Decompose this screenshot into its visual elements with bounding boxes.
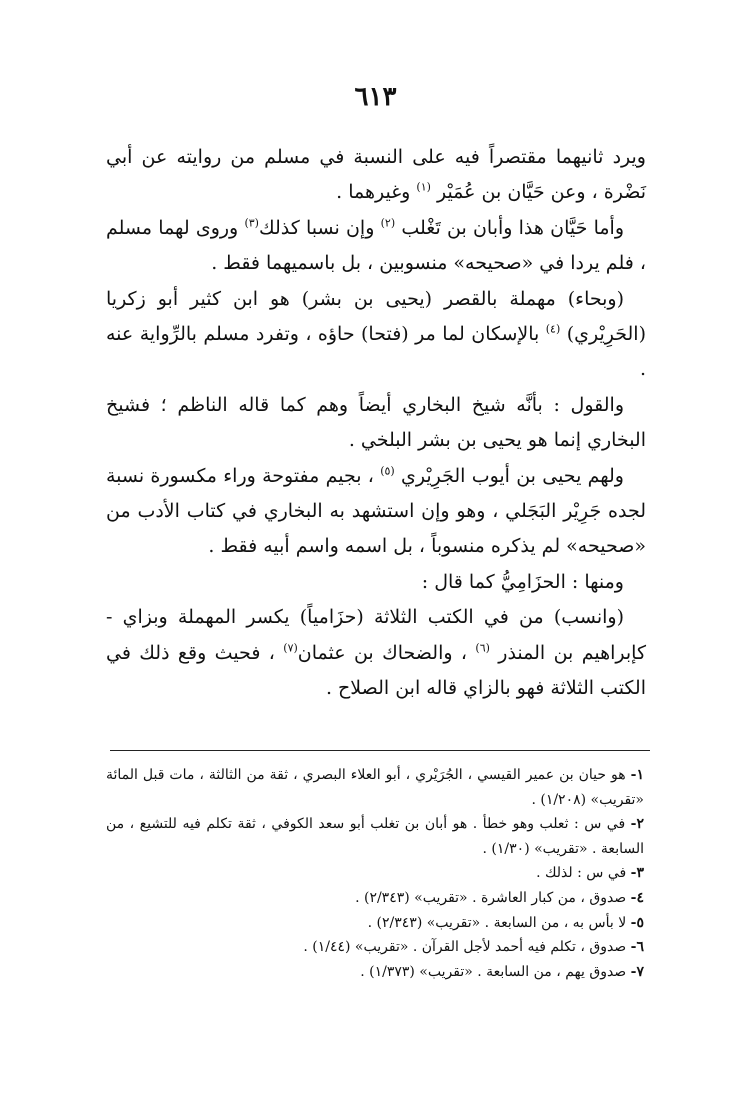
paragraph-2 xyxy=(106,211,646,282)
footnote-2 xyxy=(106,812,648,861)
footnote-4 xyxy=(106,886,648,911)
footnote-ref: (١) xyxy=(416,181,431,195)
footnote-number: ٦- xyxy=(630,939,644,956)
paragraph-text: ولهم يحيى بن أيوب الجَرِيْري xyxy=(400,464,624,487)
footnote-text: صدوق يهم ، من السابعة . «تقريب» (١/٣٧٣) . xyxy=(360,963,627,980)
footnote-ref: (٧) xyxy=(283,641,298,655)
footnote-number: ٢- xyxy=(630,816,644,833)
paragraph-text: وغيرهما . xyxy=(336,181,417,204)
paragraph-text: ، فحيث وقع ذلك في الكتب الثلاثة فهو بالزاي قاله ابن الصلاح . xyxy=(106,641,646,700)
footnote-number: ٤- xyxy=(630,889,644,906)
footnote-7 xyxy=(106,960,648,985)
paragraph-text: ، والضحاك بن عثمان xyxy=(297,641,476,664)
paragraph-text: والقول : بأنَّه شيخ البخاري أيضاً وهم كما قاله الناظم ؛ فشيخ البخاري إنما هو يحيى بن بشر البلخي . xyxy=(106,393,646,452)
footnote-ref: (٥) xyxy=(380,464,395,478)
paragraph-4 xyxy=(106,388,646,459)
footnote-1 xyxy=(106,763,648,812)
paragraph-text: ، بجيم مفتوحة وراء مكسورة نسبة لجده جَرِيْر البَجَلي ، وهو وإن استشهد به البخاري في كتاب الأدب من «صحيحه» لم يذكره منسوباً ، بل اسمه واسم أبيه فقط . xyxy=(106,464,646,558)
paragraph-text: بالإسكان لما مر (فتحا) حاؤه ، وتفرد مسلم بالرِّواية عنه . xyxy=(106,323,646,381)
paragraph-text: ويرد ثانيهما مقتصراً فيه على النسبة في مسلم من روايته عن أبي نَضْرة ، وعن حَيَّان بن عُمَيْر xyxy=(106,146,646,204)
footnote-text: في س : ثعلب وهو خطأ . هو أبان بن تغلب أبو سعد الكوفي ، ثقة تكلم فيه للتشيع ، من السابعة . «تقريب» (١/٣٠) . xyxy=(106,816,644,857)
footnote-divider xyxy=(110,750,650,751)
footnote-5 xyxy=(106,911,648,936)
footnote-text: صدوق ، تكلم فيه أحمد لأجل القرآن . «تقريب» (١/٤٤) . xyxy=(303,939,627,956)
footnotes xyxy=(106,763,648,984)
paragraph-text: ومنها : الحزَامِيُّ كما قال : xyxy=(421,570,624,593)
footnote-text: صدوق ، من كبار العاشرة . «تقريب» (٢/٣٤٣) . xyxy=(355,889,627,906)
footnote-number: ٣- xyxy=(630,865,644,882)
footnote-3 xyxy=(106,861,648,886)
main-text xyxy=(106,140,646,707)
page-number: ٦١٣ xyxy=(354,82,397,112)
paragraph-7 xyxy=(106,600,646,706)
paragraph-5 xyxy=(106,459,646,565)
paragraph-3 xyxy=(106,282,646,388)
paragraph-6 xyxy=(106,565,646,600)
footnote-number: ١- xyxy=(630,767,645,783)
footnote-number: ٧- xyxy=(630,963,644,980)
paragraph-1 xyxy=(106,140,646,211)
footnote-text: في س : لذلك . xyxy=(536,865,627,882)
footnote-text: هو حيان بن عمير القيسي ، الجُرَيْري ، أبو العلاء البصري ، ثقة من الثالثة ، مات قبل المائة «تقريب» (١/٢٠٨) . xyxy=(106,767,644,808)
paragraph-text: وأما حَيَّان هذا وأبان بن تَغْلب xyxy=(401,216,625,239)
footnote-ref: (٢) xyxy=(380,216,396,230)
paragraph-text: وروى لهما مسلم ، فلم يردا في «صحيحه» منسوبين ، بل باسميهما فقط . xyxy=(106,216,646,275)
paragraph-text: وإن نسبا كذلك xyxy=(258,216,381,239)
paragraph-text: (وانسب) من في الكتب الثلاثة (حزَامياً) يكسر المهملة وبزاي - كإبراهيم بن المنذر xyxy=(106,606,646,664)
footnote-number: ٥- xyxy=(630,914,644,931)
paragraph-text: (وبحاء) مهملة بالقصر (يحيى بن بشر) هو ابن كثير أبو زكريا (الحَرِيْري) xyxy=(106,287,646,346)
footnote-ref: (٤) xyxy=(545,322,561,336)
footnote-6 xyxy=(106,935,648,960)
footnote-ref: (٣) xyxy=(244,216,259,230)
footnote-text: لا بأس به ، من السابعة . «تقريب» (٢/٣٤٣) . xyxy=(367,914,627,931)
footnote-ref: (٦) xyxy=(475,641,490,655)
